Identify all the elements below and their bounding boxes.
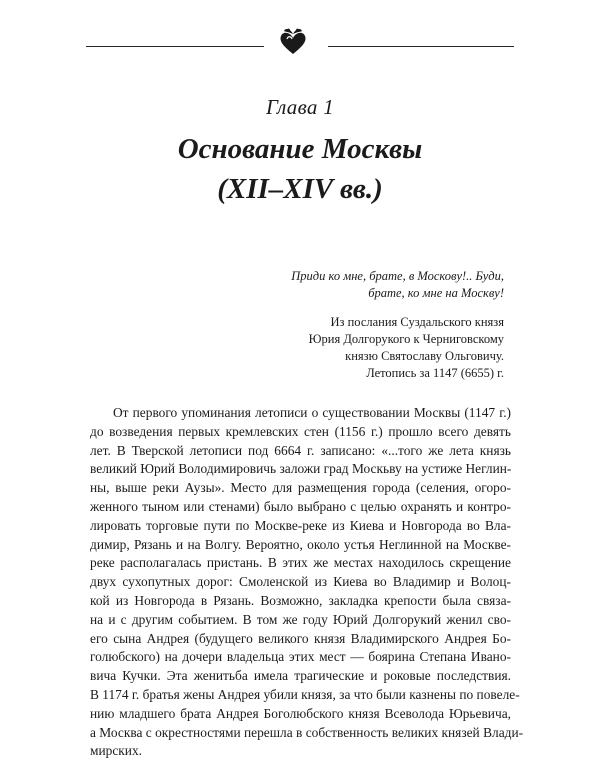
- header-ornament: [86, 26, 514, 56]
- chapter-title-line: Основание Москвы: [177, 133, 423, 165]
- ornament-line-left: [86, 46, 264, 47]
- paragraph: [90, 404, 524, 761]
- text-line: ны, выше реки Аузы». Место для размещения города (селения, огоро-: [90, 480, 511, 496]
- text-line: женного тыном или стенами) было выбрано с целью охранять и контро-: [90, 498, 511, 514]
- text-line: голюбского) на дочери владельца этих мест — боярина Степана Ивано-: [90, 649, 511, 665]
- epigraph-source: [164, 314, 504, 382]
- text-line: В 1174 г. братья жены Андрея убили князя, за что были казнены по повеле-: [90, 686, 520, 702]
- epigraph-source-line: князю Святославу Ольговичу.: [345, 349, 504, 363]
- chapter-title: [0, 129, 600, 209]
- epigraph-quote-line: Приди ко мне, брате, в Москову!.. Буди,: [291, 269, 504, 283]
- text-line: двух сухопутных дорог: Смоленской из Киева во Владимир и Волоц-: [90, 574, 511, 590]
- body-text: [90, 404, 524, 761]
- text-line: великий Юрий Володимировичь заложи град Москьву на устиже Неглин-: [90, 461, 512, 477]
- ornament-line-right: [328, 46, 514, 47]
- text-line: реке располагалась пристань. В этих же местах находилось скрещение: [90, 555, 511, 571]
- epigraph-quote: [164, 268, 504, 302]
- text-line: на и с другим событием. В том же году Юрий Долгорукий женил сво-: [90, 611, 511, 627]
- text-line: лет. В Тверской летописи под 6664 г. записано: «...того же лета князь: [90, 442, 511, 458]
- text-line: димир, Рязань и на Волгу. Вероятно, около устья Неглинной на Москве-: [90, 536, 511, 552]
- text-line: до возведения первых кремлевских стен (1156 г.) прошло всего девять: [90, 423, 511, 439]
- text-line: нию младшего брата Андрея Боголюбского князя Всеволода Юрьевича,: [90, 705, 511, 721]
- epigraph-source-line: Летопись за 1147 (6655) г.: [366, 366, 504, 380]
- chapter-label: Глава 1: [265, 95, 335, 119]
- text-line: кой из Новгорода в Рязань. Возможно, закладка крепости была связа-: [90, 592, 511, 608]
- epigraph-source-line: Юрия Долгорукого к Черниговскому: [308, 332, 504, 346]
- epigraph: [164, 268, 504, 382]
- epigraph-quote-line: брате, ко мне на Москву!: [368, 286, 504, 300]
- text-line: а Москва с окрестностями перешла в собственность великих князей Влади-: [90, 724, 524, 740]
- text-line: От первого упоминания летописи о существовании Москвы (1147 г.): [113, 405, 511, 420]
- epigraph-source-line: Из послания Суздальского князя: [330, 315, 504, 329]
- chapter-title-line: (XII–XIV вв.): [217, 173, 383, 205]
- text-line: вича Кучки. Эта женитьба имела трагические и роковые последствия.: [90, 668, 511, 684]
- text-line: его сына Андрея (будущего великого князя Владимирского Андрея Бо-: [90, 630, 511, 646]
- text-line: мирских.: [90, 743, 142, 759]
- heart-ornament-icon: [270, 26, 316, 56]
- text-line: лировать торговые пути по Москве-реке из Киева и Новгорода во Вла-: [90, 517, 511, 533]
